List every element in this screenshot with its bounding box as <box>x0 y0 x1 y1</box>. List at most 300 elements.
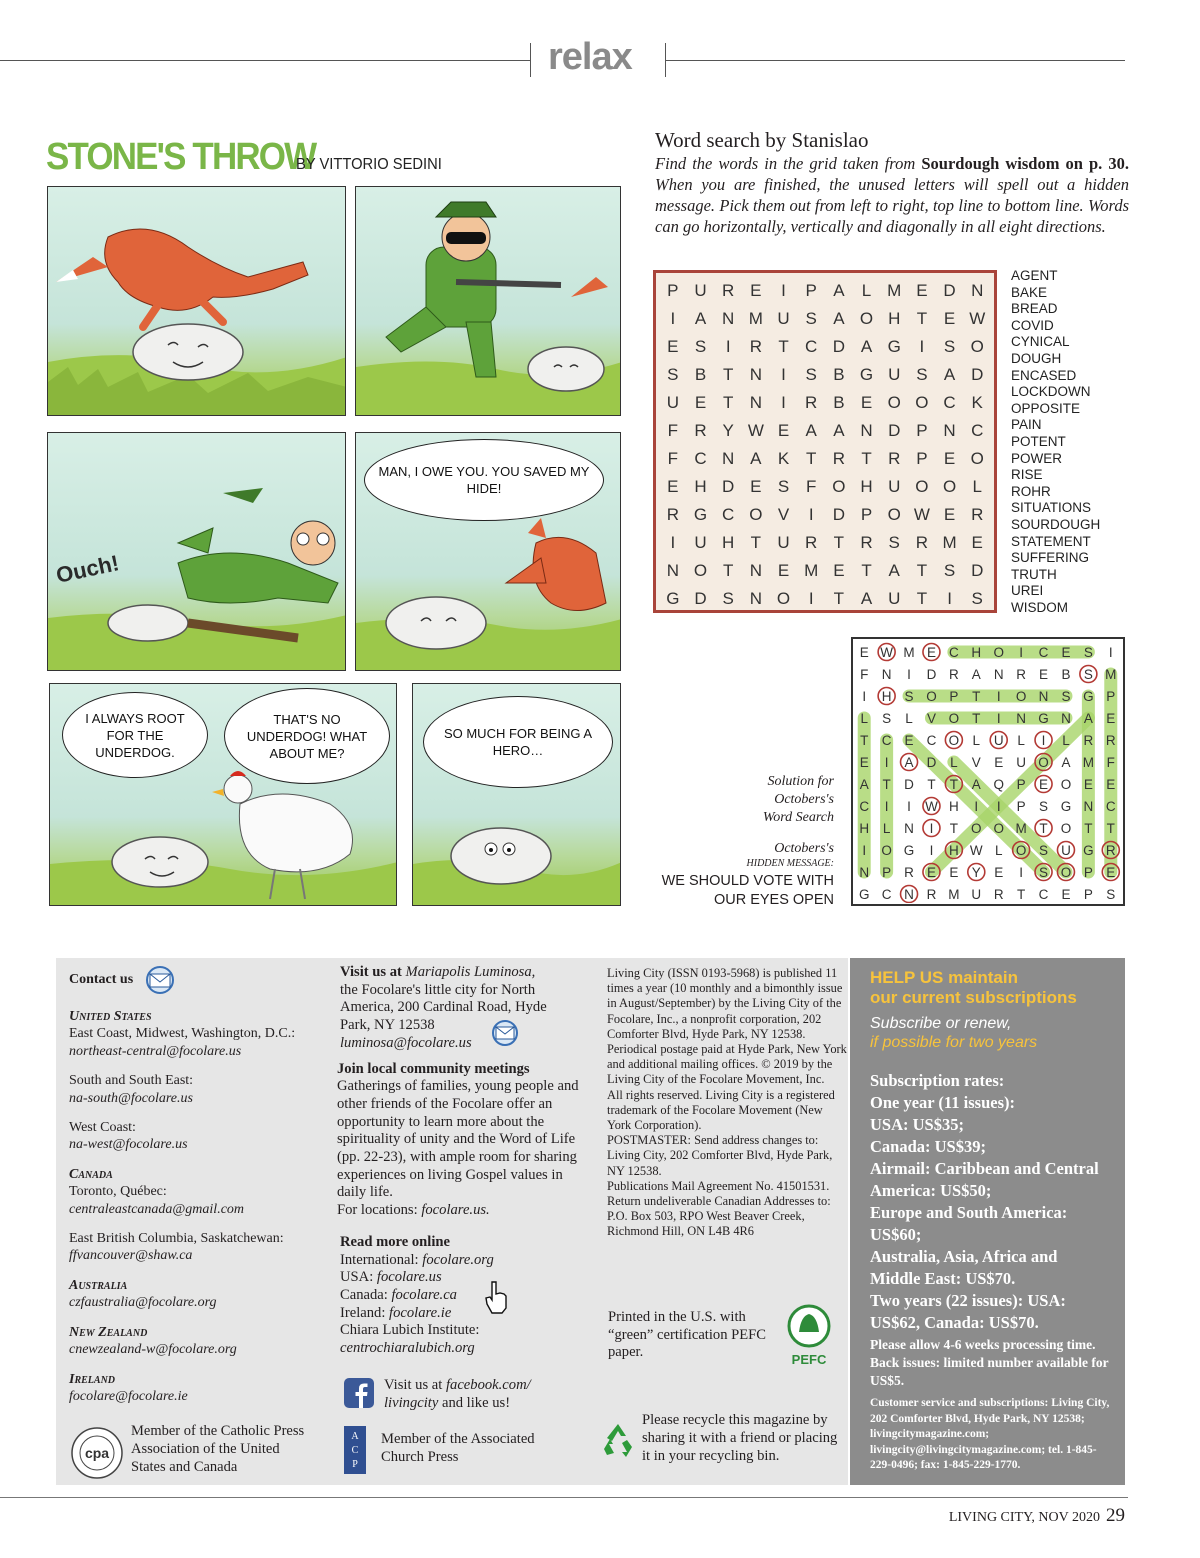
solution-letter: H <box>949 799 959 814</box>
solution-letter: H <box>971 645 982 660</box>
solution-letter: I <box>884 755 889 770</box>
solution-letter: O <box>971 821 982 836</box>
svg-text:P: P <box>352 1459 358 1470</box>
solution-letter: T <box>949 821 958 836</box>
solution-letter: L <box>882 821 891 836</box>
solution-letter: A <box>971 777 981 792</box>
solution-letter: W <box>880 645 893 660</box>
email-icon[interactable] <box>143 966 177 994</box>
word-list-item: LOCKDOWN <box>1011 384 1091 400</box>
grid-letter: E <box>971 533 983 552</box>
panel-1-art <box>48 187 346 416</box>
solution-letter: E <box>949 865 959 880</box>
solution-letter: C <box>881 887 892 902</box>
solution-letter: R <box>949 667 959 682</box>
grid-letter: E <box>750 281 762 300</box>
canada-2-label: East British Columbia, Saskatchewan: <box>69 1231 284 1247</box>
solution-letter: N <box>1038 689 1049 704</box>
hidden-message-label: HIDDEN MESSAGE: <box>746 858 834 869</box>
grid-letter: D <box>832 505 845 524</box>
solution-letter: H <box>881 689 892 704</box>
solution-letter: R <box>993 887 1004 902</box>
solution-letter: C <box>1038 645 1049 660</box>
grid-letter: E <box>694 393 707 412</box>
grid-letter: A <box>943 365 956 384</box>
solution-letter: R <box>1105 843 1116 858</box>
canada-2-email[interactable]: ffvancouver@shaw.ca <box>69 1248 193 1264</box>
solution-letter: I <box>929 821 934 836</box>
solution-letter: L <box>1062 733 1070 748</box>
solution-letter: I <box>884 799 889 814</box>
grid-letter: S <box>916 365 928 384</box>
solution-letter: R <box>1105 733 1116 748</box>
solution-letter: N <box>881 667 892 682</box>
header-rule-left <box>0 60 530 61</box>
grid-letter: N <box>971 281 984 300</box>
comic-panel-4 <box>355 432 621 671</box>
grid-letter: U <box>777 309 790 328</box>
word-list-item: CYNICAL <box>1011 334 1070 350</box>
solution-letter: P <box>1016 777 1026 792</box>
grid-row <box>659 445 991 473</box>
grid-letter: S <box>667 365 679 384</box>
solution-letter: E <box>1083 777 1093 792</box>
subscription-box <box>850 958 1125 1485</box>
word-list-item: ENCASED <box>1011 367 1077 383</box>
grid-letter: B <box>694 365 707 384</box>
solution-letter: S <box>1083 645 1093 660</box>
speech-bubble-hen: THAT'S NO UNDERDOG! WHAT ABOUT ME? <box>224 688 390 784</box>
locations-link[interactable]: focolare.us. <box>421 1202 490 1219</box>
grid-letter: E <box>916 281 928 300</box>
solution-letter: C <box>1038 887 1049 902</box>
grid-letter: R <box>860 533 873 552</box>
grid-letter: T <box>916 589 928 608</box>
facebook-icon[interactable] <box>343 1377 375 1409</box>
grid-letter: E <box>750 477 762 496</box>
grid-letter: T <box>778 337 789 356</box>
grid-letter: S <box>805 365 817 384</box>
solution-letter: I <box>974 799 979 814</box>
link-chiara[interactable]: centrochiaralubich.org <box>340 1340 475 1357</box>
grid-letter: S <box>694 337 707 356</box>
solution-letter: C <box>1105 799 1116 814</box>
grid-row <box>659 529 991 557</box>
solution-letter: P <box>882 865 892 880</box>
word-list-item: POTENT <box>1011 433 1066 449</box>
word-list-item: AGENT <box>1011 268 1058 283</box>
word-list-item: WISDOM <box>1011 599 1068 615</box>
grid-letter: U <box>777 533 790 552</box>
solution-letter: E <box>1061 887 1071 902</box>
grid-letter: U <box>694 281 707 300</box>
solution-letter: E <box>926 645 936 660</box>
solution-letter: N <box>904 887 914 902</box>
grid-letter: E <box>777 421 790 440</box>
grid-letter: I <box>670 533 676 552</box>
solution-letter: U <box>993 733 1004 748</box>
ireland-label: Ireland <box>69 1371 116 1387</box>
comic-panel-1 <box>47 186 346 416</box>
solution-letter: O <box>948 733 960 748</box>
facebook-link[interactable]: facebook.com/ livingcity <box>384 1377 531 1411</box>
grid-letter: O <box>942 477 957 496</box>
grid-letter: P <box>860 505 873 524</box>
solution-letter: R <box>1083 733 1094 748</box>
svg-text:C: C <box>351 1445 359 1456</box>
grid-letter: W <box>913 505 930 524</box>
grid-letter: H <box>722 533 735 552</box>
grid-letter: G <box>693 505 708 524</box>
solution-letter: O <box>1015 843 1027 858</box>
grid-letter: H <box>888 309 901 328</box>
solution-letter: S <box>1061 689 1071 704</box>
grid-letter: E <box>667 477 679 496</box>
word-list-item: ROHR <box>1011 483 1051 499</box>
section-title: relax <box>548 36 632 78</box>
grid-letter: D <box>722 477 735 496</box>
grid-letter: I <box>781 393 786 412</box>
grid-letter: V <box>777 505 790 524</box>
speech-bubble-stone-1: I ALWAYS ROOT FOR THE UNDERDOG. <box>62 692 208 778</box>
grid-letter: B <box>833 393 845 412</box>
solution-letter: E <box>904 733 914 748</box>
solution-letter: O <box>1038 755 1049 770</box>
solution-letter: T <box>949 777 958 792</box>
solution-letter: T <box>1017 887 1026 902</box>
grid-letter: R <box>971 505 984 524</box>
grid-letter: D <box>971 561 984 580</box>
grid-letter: T <box>833 533 845 552</box>
footer-rule <box>0 1497 1128 1498</box>
grid-letter: M <box>748 309 763 328</box>
solution-letter: M <box>1105 667 1117 682</box>
customer-service: Customer service and subscriptions: Living City, 202 Comforter Blvd, Hyde Park, NY 12538; livingcitymagazine.com; livingcity@livingcitymagazine.com; tel. 1-845-229-0496; fax: 1-845-229-1770. <box>870 1397 1110 1471</box>
grid-letter: P <box>916 421 928 440</box>
panel-3-art <box>48 433 346 671</box>
solution-letter: A <box>1083 711 1093 726</box>
grid-letter: S <box>805 309 817 328</box>
solution-grid <box>851 637 1125 906</box>
us-south-email[interactable]: na-south@focolare.us <box>69 1090 193 1106</box>
grid-letter: E <box>943 309 956 328</box>
speech-bubble-fox: MAN, I OWE YOU. YOU SAVED MY HIDE! <box>364 439 604 521</box>
solution-letter: M <box>1015 821 1027 836</box>
solution-letter: D <box>926 755 937 770</box>
grid-letter: T <box>916 561 928 580</box>
grid-letter: U <box>888 589 901 608</box>
email-icon[interactable] <box>490 1020 520 1046</box>
grid-letter: S <box>943 561 956 580</box>
grid-letter: M <box>942 533 957 552</box>
solution-letter: T <box>1106 821 1115 836</box>
grid-letter: T <box>722 365 734 384</box>
solution-letter: L <box>972 733 981 748</box>
solution-letter: G <box>1060 799 1072 814</box>
grid-letter: S <box>777 477 790 496</box>
ireland-email[interactable]: focolare@focolare.ie <box>69 1388 188 1404</box>
australia-label: Australia <box>69 1277 128 1293</box>
subscribe-sub-1: Subscribe or renew, <box>870 1015 1012 1032</box>
grid-letter: E <box>667 337 679 356</box>
solution-letter: T <box>860 733 869 748</box>
grid-letter: I <box>947 589 952 608</box>
grid-letter: G <box>666 589 680 608</box>
svg-text:cpa: cpa <box>84 1445 110 1461</box>
solution-letter: W <box>925 799 938 814</box>
grid-letter: H <box>694 477 707 496</box>
grid-letter: U <box>888 477 901 496</box>
solution-letter: P <box>1083 865 1093 880</box>
grid-letter: I <box>781 365 786 384</box>
grid-letter: R <box>915 533 929 552</box>
grid-letter: A <box>805 421 817 440</box>
comic-panel-5 <box>49 683 397 906</box>
grid-letter: O <box>887 393 901 412</box>
grid-row <box>659 277 991 305</box>
grid-letter: C <box>694 449 707 468</box>
solution-letter: I <box>996 711 1001 726</box>
grid-letter: I <box>808 589 814 608</box>
solution-letter: F <box>1106 755 1115 770</box>
grid-letter: B <box>833 365 845 384</box>
grid-letter: E <box>833 561 845 580</box>
grid-letter: N <box>943 421 956 440</box>
solution-letter: R <box>904 865 914 880</box>
solution-letter: O <box>948 711 960 726</box>
grid-letter: O <box>915 477 929 496</box>
grid-letter: Y <box>722 421 734 440</box>
solution-letter: T <box>927 777 936 792</box>
grid-letter: S <box>888 533 900 552</box>
solution-letter: U <box>1016 755 1026 770</box>
us-label: United States <box>69 1009 152 1024</box>
grid-letter: S <box>943 337 956 356</box>
wordsearch-word-list <box>1011 268 1100 616</box>
header-tick-left <box>530 43 531 77</box>
solution-letter: A <box>904 755 914 770</box>
page-number: 29 <box>1106 1505 1125 1526</box>
grid-letter: D <box>971 365 984 384</box>
grid-letter: C <box>805 337 818 356</box>
grid-row <box>659 361 991 389</box>
solution-letter: M <box>948 887 960 902</box>
solution-letter: I <box>929 843 934 858</box>
link-canada[interactable]: focolare.ca <box>391 1286 457 1303</box>
us-east-email[interactable]: northeast-central@focolare.us <box>69 1043 242 1059</box>
solution-letter: R <box>926 887 937 902</box>
solution-letter: L <box>1017 733 1025 748</box>
grid-letter: U <box>888 365 901 384</box>
solution-letter: T <box>972 689 981 704</box>
grid-letter: A <box>860 589 873 608</box>
grid-letter: E <box>943 449 956 468</box>
solution-letter: M <box>903 645 915 660</box>
solution-letter: O <box>993 821 1004 836</box>
solution-letter: U <box>971 887 982 902</box>
solution-letter: S <box>904 689 914 704</box>
grid-letter: R <box>832 449 845 468</box>
grid-letter: D <box>694 589 707 608</box>
solution-letter: I <box>1019 865 1024 880</box>
acp-member-text: Member of the Associated Church Press <box>381 1431 535 1465</box>
grid-letter: A <box>833 421 845 440</box>
solution-letter: L <box>905 711 913 726</box>
facebook-text: Visit us at facebook.com/ livingcity and like us! <box>384 1377 531 1411</box>
grid-letter: M <box>804 561 819 580</box>
header-rule-right <box>665 60 1125 61</box>
grid-letter: A <box>694 309 707 328</box>
word-list-item: RISE <box>1011 467 1043 483</box>
us-south-label: South and South East: <box>69 1073 194 1089</box>
link-ireland[interactable]: focolare.ie <box>389 1304 452 1321</box>
grid-letter: A <box>833 309 845 328</box>
solution-letter: O <box>926 689 937 704</box>
grid-letter: A <box>888 561 900 580</box>
grid-row <box>659 305 991 333</box>
grid-letter: O <box>749 505 763 524</box>
comic-panel-2 <box>355 186 621 416</box>
join-title: Join local community meetings <box>337 1060 530 1077</box>
grid-letter: K <box>777 449 790 468</box>
solution-letter: C <box>949 645 959 660</box>
visit-column: Visit us at Mariapolis Luminosa, the Focolare's little city for North America, 200 Cardinal Road, Hyde Park, NY 12538 luminosa@focolare.us Join local community meetings Gatherings of families, young people and other friends of the Focolare offer an opportunity to learn more about the spirituality of unity and the Word of Life (pp. 22-23), with ample room for sharing experiences on living Gospel values in daily life. For locations: focolare.us. Read more online International: focolare.org USA: focolare.us Canada: focolare.ca Ireland: focolare.ie Chiara Lubich Institute: centrochiaralubich.org <box>337 964 579 1357</box>
join-text: Gatherings of families, young people and other friends of the Focolare offer an opportunity to learn more about the spirituality of unity and the Word of Life (pp. 22-23), with ample room for sharing experiences on living Gospel values in daily life. <box>337 1078 579 1201</box>
hidden-message: WE SHOULD VOTE WITH OUR EYES OPEN <box>661 873 834 908</box>
grid-letter: N <box>749 393 762 412</box>
grid-letter: P <box>667 281 679 300</box>
word-list-item: POWER <box>1011 450 1063 466</box>
recycle-icon <box>599 1421 637 1459</box>
solution-letter: Q <box>993 777 1004 792</box>
solution-letter: G <box>1038 711 1049 726</box>
comic-panel-6 <box>412 683 621 906</box>
grid-letter: N <box>749 589 762 608</box>
solution-letter: I <box>907 667 911 682</box>
solution-letter: T <box>1039 821 1048 836</box>
grid-letter: K <box>971 393 983 412</box>
link-intl[interactable]: focolare.org <box>422 1251 494 1268</box>
hidden-message-caption: Octobers's <box>774 841 834 856</box>
word-list-item: COVID <box>1011 317 1054 333</box>
luminosa-email[interactable]: luminosa@focolare.us <box>340 1034 472 1051</box>
word-list-item: SUFFERING <box>1011 550 1090 566</box>
solution-letter: S <box>1083 667 1093 682</box>
grid-letter: O <box>970 337 984 356</box>
speech-bubble-stone-2: SO MUCH FOR BEING A HERO… <box>423 696 613 788</box>
solution-letter: T <box>882 777 891 792</box>
solution-letter: E <box>994 865 1004 880</box>
solution-letter: I <box>907 799 911 814</box>
grid-letter: L <box>972 477 982 496</box>
solution-letter: P <box>1083 887 1093 902</box>
solution-letter: O <box>1060 821 1072 836</box>
solution-letter: H <box>949 843 959 858</box>
solution-letter: O <box>993 645 1004 660</box>
solution-letter: A <box>1061 755 1071 770</box>
solution-letter: T <box>1084 821 1093 836</box>
canada-label: Canada <box>69 1166 113 1182</box>
us-west-email[interactable]: na-west@focolare.us <box>69 1137 188 1153</box>
solution-letter: A <box>971 667 981 682</box>
grid-letter: T <box>806 449 817 468</box>
grid-letter: G <box>859 365 874 384</box>
link-usa[interactable]: focolare.us <box>376 1269 442 1286</box>
solution-letter: G <box>1083 689 1094 704</box>
solution-letter: G <box>858 887 870 902</box>
grid-letter: O <box>776 589 791 608</box>
solution-letter: O <box>1060 777 1072 792</box>
us-east-label: East Coast, Midwest, Washington, D.C.: <box>69 1026 296 1042</box>
solution-letter: N <box>1061 711 1071 726</box>
svg-text:A: A <box>351 1431 359 1442</box>
folio-label: LIVING CITY, NOV 2020 <box>948 1510 1100 1525</box>
solution-grid-art <box>853 639 1122 903</box>
solution-letter: E <box>1106 777 1116 792</box>
solution-letter: N <box>904 821 914 836</box>
grid-letter: I <box>781 281 786 300</box>
grid-letter: R <box>805 393 818 412</box>
grid-letter: R <box>666 505 679 524</box>
grid-letter: O <box>887 505 901 524</box>
subscribe-title-1: HELP US maintain <box>870 968 1018 987</box>
subscription-rates: Subscription rates: One year (11 issues): USA: US$35; Canada: US$39; Airmail: Caribbean and Central America: US$50; Europe and South America: US$60; Australia, Asia, Africa and Middle East: US$70. Two years (22 issues): USA: US$62, Canada: US$70. <box>870 1071 1099 1332</box>
grid-letter: I <box>670 309 676 328</box>
grid-letter: N <box>860 421 873 440</box>
solution-letter: U <box>1061 843 1071 858</box>
grid-letter: T <box>750 533 762 552</box>
grid-letter: N <box>722 449 735 468</box>
solution-letter: S <box>882 711 892 726</box>
solution-letter: E <box>1061 645 1071 660</box>
grid-letter: N <box>749 561 762 580</box>
solution-letter: G <box>903 843 915 858</box>
grid-letter: I <box>808 505 814 524</box>
word-list-item: STATEMENT <box>1011 533 1091 549</box>
solution-letter: Y <box>971 865 981 880</box>
solution-letter: E <box>994 755 1004 770</box>
us-west-label: West Coast: <box>69 1120 136 1136</box>
word-list-item: DOUGH <box>1011 350 1062 366</box>
printed-text: Printed in the U.S. with “green” certification PEFC paper. <box>608 1309 767 1360</box>
comic-panel-3 <box>47 432 346 671</box>
panel-2-art <box>356 187 621 416</box>
solution-letter: R <box>1016 667 1026 682</box>
solution-letter: P <box>949 689 959 704</box>
read-title: Read more online <box>340 1233 450 1250</box>
grid-letter: W <box>747 421 764 440</box>
word-list-item: PAIN <box>1011 417 1042 433</box>
processing-note: Please allow 4-6 weeks processing time. Back issues: limited number available for US$5. <box>870 1337 1109 1388</box>
solution-letter: I <box>996 799 1001 814</box>
solution-letter: E <box>1039 667 1049 682</box>
solution-letter: E <box>1106 711 1116 726</box>
solution-letter: S <box>1039 865 1049 880</box>
grid-letter: D <box>943 281 956 300</box>
recycle-text: Please recycle this magazine by sharing it with a friend or placing it in your recycling bin. <box>642 1412 838 1464</box>
grid-row <box>659 557 991 585</box>
grid-row <box>659 501 991 529</box>
canada-1-email[interactable]: centraleastcanada@gmail.com <box>69 1201 245 1217</box>
nz-email[interactable]: cnewzealand-w@focolare.org <box>69 1342 237 1358</box>
solution-letter: N <box>1083 799 1094 814</box>
solution-letter: S <box>1039 799 1049 814</box>
australia-email[interactable]: czfaustralia@focolare.org <box>69 1295 217 1311</box>
grid-letter: C <box>971 421 984 440</box>
solution-caption: Solution for Octobers's Word Search <box>762 774 834 825</box>
grid-letter: T <box>861 561 872 580</box>
solution-letter: I <box>862 689 867 704</box>
